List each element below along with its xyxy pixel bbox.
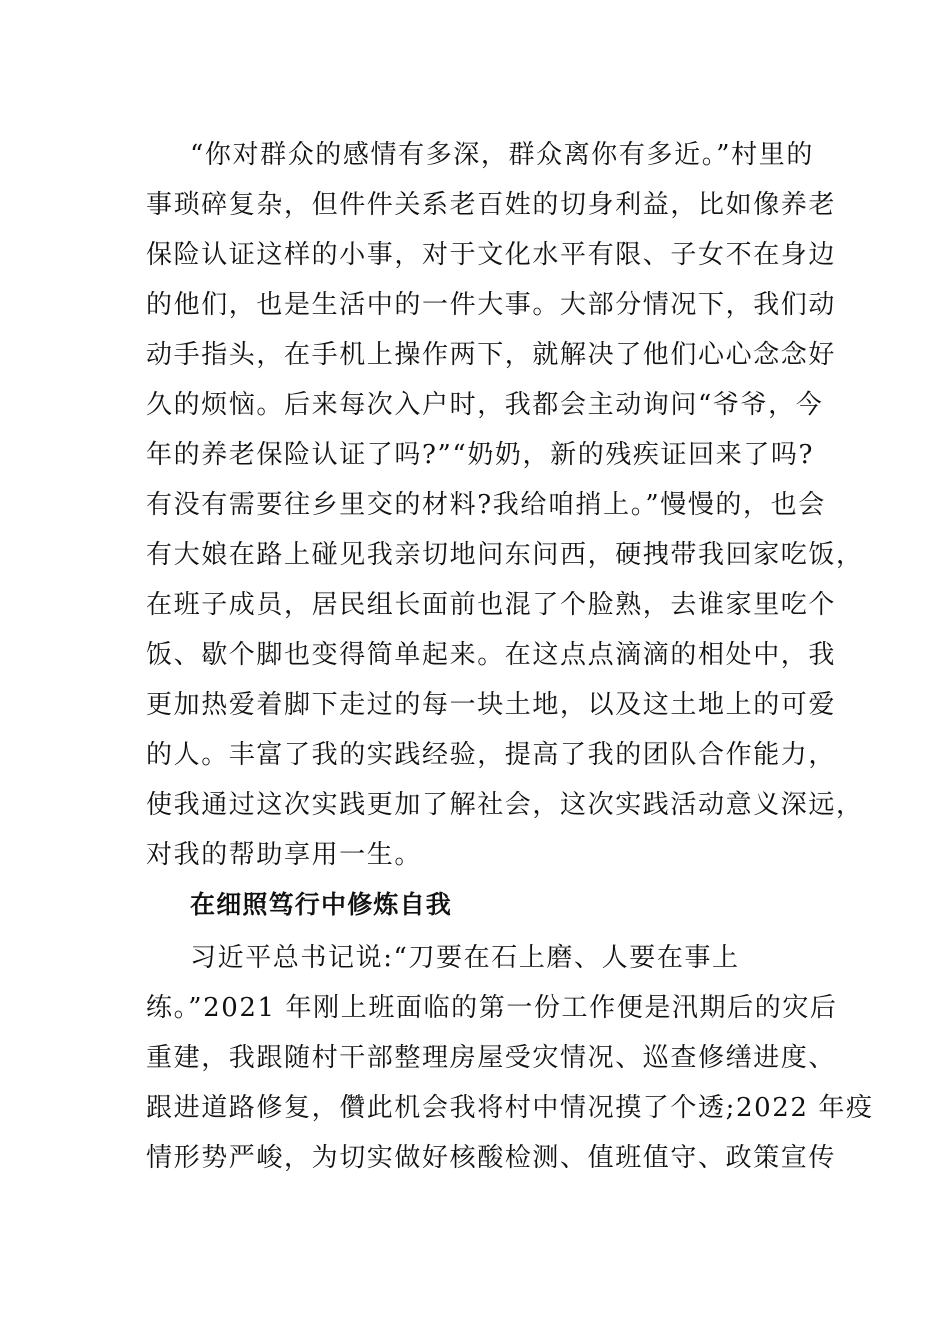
paragraph-1-line-3: 保险认证这样的小事，对于文化水平有限、子女不在身边 bbox=[146, 240, 837, 270]
paragraph-1-line-2: 事琐碎复杂，但件件关系老百姓的切身利益，比如像养老 bbox=[146, 190, 837, 220]
paragraph-2-line-4: 跟进道路修复，儹此机会我将村中情况摸了个透;2022 年疫 bbox=[146, 1093, 874, 1123]
paragraph-1-line-7: 年的养老保险认证了吗?”“奶奶，新的残疾证回来了吗? bbox=[146, 440, 815, 470]
paragraph-1-line-1: “你对群众的感情有多深，群众离你有多近。”村里的 bbox=[190, 140, 814, 170]
paragraph-1-line-8: 有没有需要往乡里交的材料?我给咱捎上。”慢慢的，也会 bbox=[146, 490, 826, 520]
paragraph-2-line-2: 练。”2021 年刚上班面临的第一份工作便是汛期后的灾后 bbox=[146, 993, 838, 1023]
paragraph-2-line-5: 情形势严峻，为切实做好核酸检测、值班值守、政策宣传 bbox=[146, 1143, 837, 1173]
paragraph-1-line-5: 动手指头，在手机上操作两下，就解决了他们心心念念好 bbox=[146, 340, 837, 370]
paragraph-1-line-12: 更加热爱着脚下走过的每一块土地，以及这土地上的可爱 bbox=[146, 690, 837, 720]
paragraph-1-line-6: 久的烦恼。后来每次入户时，我都会主动询问“爷爷，今 bbox=[146, 390, 824, 420]
paragraph-1-line-13: 的人。丰富了我的实践经验，提高了我的团队合作能力， bbox=[146, 740, 837, 770]
paragraph-1-line-11: 饭、歇个脚也变得简单起来。在这点点滴滴的相处中，我 bbox=[146, 640, 837, 670]
paragraph-1-line-15: 对我的帮助享用一生。 bbox=[146, 840, 423, 870]
paragraph-1-line-4: 的他们，也是生活中的一件大事。大部分情况下，我们动 bbox=[146, 290, 837, 320]
section-heading: 在细照笃行中修炼自我 bbox=[190, 890, 453, 919]
paragraph-2-line-1: 习近平总书记说:“刀要在石上磨、人要在事上 bbox=[190, 943, 740, 973]
paragraph-1-line-10: 在班子成员，居民组长面前也混了个脸熟，去谁家里吃个 bbox=[146, 590, 837, 620]
paragraph-1-line-14: 使我通过这次实践更加了解社会，这次实践活动意义深远， bbox=[146, 790, 864, 820]
paragraph-2-line-3: 重建，我跟随村干部整理房屋受灾情况、巡查修缮进度、 bbox=[146, 1043, 837, 1073]
paragraph-1-line-9: 有大娘在路上碰见我亲切地问东问西，硬拽带我回家吃饭， bbox=[146, 540, 864, 570]
